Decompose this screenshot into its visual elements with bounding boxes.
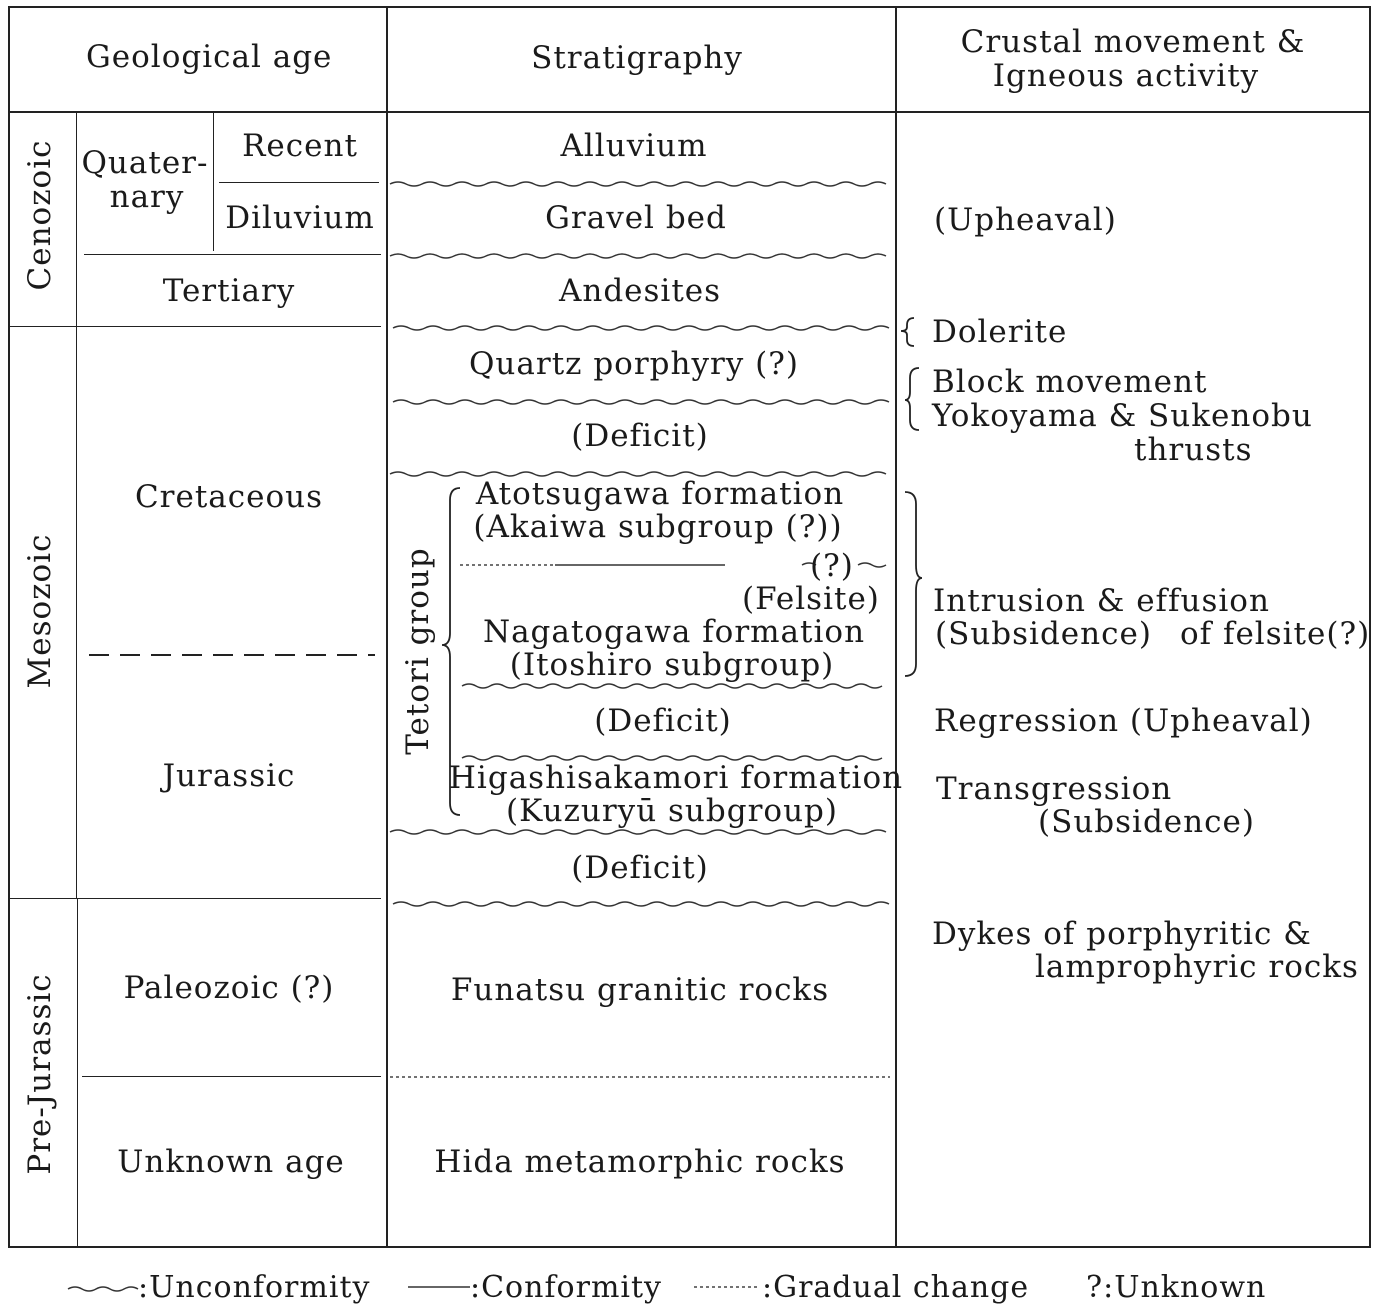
strat-akaiwa: (Akaiwa subgroup (?)) <box>473 509 843 545</box>
strat-funatsu: Funatsu granitic rocks <box>450 972 830 1008</box>
crustal-thrusts-line1: Yokoyama & Sukenobu <box>932 398 1313 434</box>
strat-deficit: (Deficit) <box>571 418 709 454</box>
legend-unconformity-sample <box>68 1287 138 1291</box>
crustal-subsidence: (Subsidence) <box>935 616 1152 652</box>
strat-deficit: (Deficit) <box>594 703 732 739</box>
period-quaternary-line2: nary <box>109 179 185 215</box>
period-diluvium: Diluvium <box>225 200 375 236</box>
crustal-block-movement: Block movement <box>932 364 1208 400</box>
strat-nagatogawa: Nagatogawa formation <box>482 614 866 650</box>
legend-unknown: ?:Unknown <box>1086 1270 1267 1305</box>
crustal-dykes-line2: lamprophyric rocks <box>1035 949 1359 985</box>
era-pre-jurassic: Pre-Jurassic <box>22 973 58 1175</box>
dolerite-brace <box>901 318 914 346</box>
crustal-dolerite: Dolerite <box>932 314 1068 350</box>
strat-deficit: (Deficit) <box>571 850 709 886</box>
period-recent: Recent <box>242 128 358 164</box>
strat-gravel-bed: Gravel bed <box>545 200 727 236</box>
crustal-dykes-line1: Dykes of porphyritic & <box>932 916 1312 952</box>
period-unknown-age: Unknown age <box>117 1144 345 1180</box>
unconformity-line <box>858 563 886 567</box>
strat-higashisakamori: Higashisakamori formation <box>448 760 904 796</box>
crustal-transgression: Transgression <box>936 771 1173 807</box>
header-crustal-line1: Crustal movement & <box>960 24 1306 60</box>
strat-felsite: (Felsite) <box>742 581 880 617</box>
strat-andesites: Andesites <box>558 273 722 309</box>
strat-hida: Hida metamorphic rocks <box>434 1144 846 1180</box>
strat-atotsugawa: Atotsugawa formation <box>475 476 845 512</box>
unconformity-line <box>393 902 889 906</box>
period-quaternary-line1: Quater- <box>81 145 209 181</box>
period-cretaceous: Cretaceous <box>134 479 324 515</box>
block-movement-brace <box>905 368 919 430</box>
era-cenozoic: Cenozoic <box>22 139 58 291</box>
legend-conformity: :Conformity <box>470 1270 662 1305</box>
header-geological-age: Geological age <box>86 39 333 75</box>
strat-itoshiro: (Itoshiro subgroup) <box>509 647 835 683</box>
period-jurassic: Jurassic <box>162 758 296 794</box>
crustal-subsidence: (Subsidence) <box>1038 804 1255 840</box>
era-mesozoic: Mesozoic <box>22 533 58 689</box>
strat-quartz-porphyry: Quartz porphyry (?) <box>469 346 799 382</box>
unconformity-line <box>393 400 889 404</box>
unconformity-line <box>390 182 886 186</box>
strat-alluvium: Alluvium <box>560 128 708 164</box>
crustal-of-felsite: of felsite(?) <box>1180 616 1371 652</box>
crustal-thrusts-line2: thrusts <box>1134 432 1253 468</box>
unconformity-line <box>390 254 886 258</box>
legend-unconformity: :Unconformity <box>138 1270 371 1305</box>
header-stratigraphy: Stratigraphy <box>531 40 743 76</box>
strat-tetori-group: Tetori group <box>400 547 436 755</box>
period-paleozoic: Paleozoic (?) <box>123 970 335 1006</box>
intrusion-brace <box>905 492 922 676</box>
crustal-intrusion: Intrusion & effusion <box>933 583 1270 619</box>
crustal-regression: Regression (Upheaval) <box>934 703 1313 739</box>
crustal-upheaval: (Upheaval) <box>934 202 1117 238</box>
period-tertiary: Tertiary <box>162 273 296 309</box>
unconformity-line <box>462 684 882 688</box>
strat-kuzuryu: (Kuzuryū subgroup) <box>506 793 838 829</box>
unconformity-line <box>393 326 889 330</box>
legend-gradual-change: :Gradual change <box>762 1270 1030 1305</box>
unconformity-line <box>390 830 886 834</box>
strat-question-mark: (?) <box>810 548 854 584</box>
header-crustal-line2: Igneous activity <box>992 58 1260 94</box>
